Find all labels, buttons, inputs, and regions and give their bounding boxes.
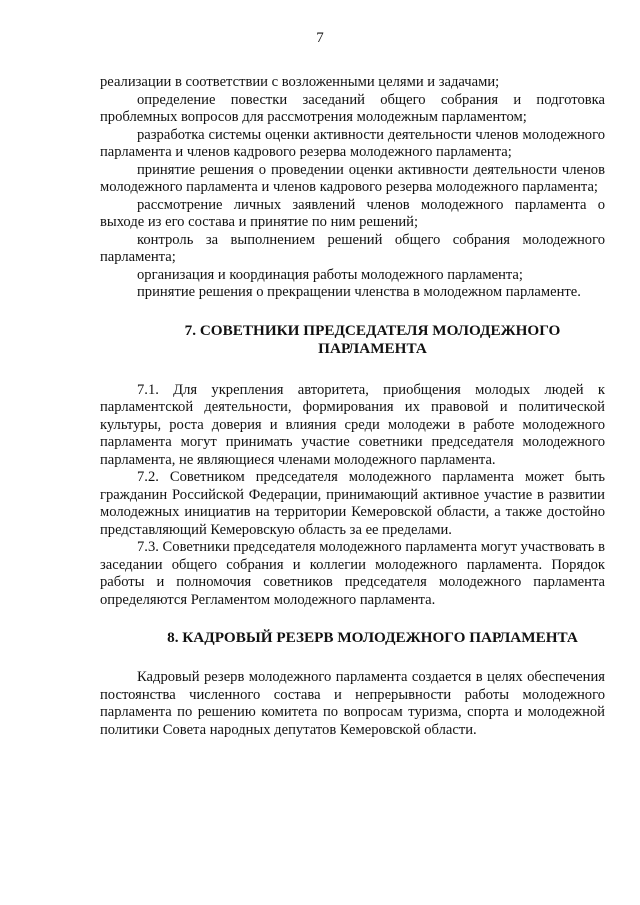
section-7-paragraph: 7.1. Для укрепления авторитета, приобщения молодых людей к парламентской деятельности, формирования их правовой и политической культуры, роста доверия и влияния среди молодежи в работе молодежного парламента могут принимать участие советники председателя молодежного парламента, не являющиеся членами молодежного парламента. xyxy=(100,381,605,468)
paragraph: принятие решения о прекращении членства в молодежном парламенте. xyxy=(137,284,581,300)
paragraph: определение повестки заседаний общего собрания и подготовка проблемных вопросов для рассмотрения молодежным парламентом; xyxy=(100,91,605,125)
paragraph: организация и координация работы молодежного парламента; xyxy=(137,266,523,283)
section-7-title-line-1: 7. СОВЕТНИКИ ПРЕДСЕДАТЕЛЯ МОЛОДЕЖНОГО xyxy=(184,321,561,339)
section-7-heading xyxy=(100,322,605,358)
section-8-heading: 8. КАДРОВЫЙ РЕЗЕРВ МОЛОДЕЖНОГО ПАРЛАМЕНТА xyxy=(167,629,578,646)
page-number: 7 xyxy=(316,30,324,46)
paragraph: рассмотрение личных заявлений членов молодежного парламента о выходе из его состава и принятие по ним решений; xyxy=(100,196,605,230)
paragraph: контроль за выполнением решений общего собрания молодежного парламента; xyxy=(100,231,605,265)
paragraph: разработка системы оценки активности деятельности членов молодежного парламента и членов кадрового резерва молодежного парламента; xyxy=(100,126,605,160)
section-8-paragraph: Кадровый резерв молодежного парламента создается в целях обеспечения постоянства численного состава и непрерывности работы молодежного парламента по решению комитета по вопросам туризма, спорта и молодежной политики Совета народных депутатов Кемеровской области. xyxy=(100,669,605,738)
paragraph: принятие решения о проведении оценки активности деятельности членов молодежного парламента и членов кадрового резерва молодежного парламента; xyxy=(100,161,605,195)
section-7-title-line-2: ПАРЛАМЕНТА xyxy=(318,339,427,357)
paragraph: реализации в соответствии с возложенными целями и задачами; xyxy=(100,74,500,90)
section-7-paragraph: 7.2. Советником председателя молодежного парламента может быть гражданин Российской Федерации, принимающий активное участие в развитии молодежных инициатив на территории Кемеровской области, а также достойно представляющий Кемеровскую область за ее пределами. xyxy=(100,469,605,538)
document-body xyxy=(100,74,605,739)
section-7-paragraph: 7.3. Советники председателя молодежного парламента могут участвовать в заседании общего собрания и коллегии молодежного парламента. Порядок работы и полномочия советников председателя молодежного парламента определяются Регламентом молодежного парламента. xyxy=(100,539,605,608)
